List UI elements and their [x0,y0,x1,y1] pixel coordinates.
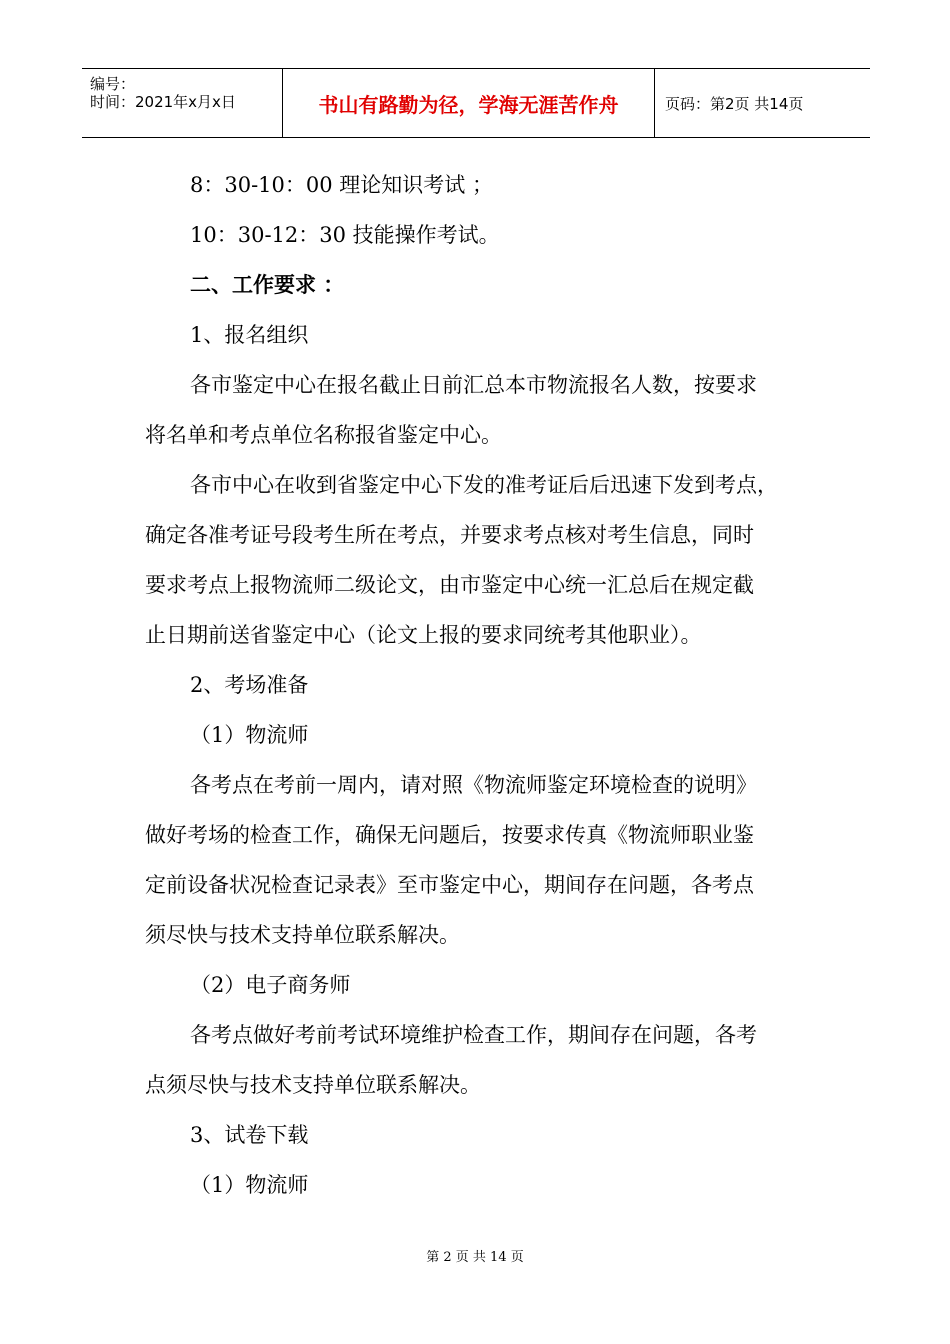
subsection-heading: 3、试卷下载 [190,1123,309,1147]
header-meta-cell [82,69,283,137]
paragraph-line: 各考点在考前一周内，请对照《物流师鉴定环境检查的说明》 [190,773,757,797]
section-heading: 二、工作要求 ： [190,273,345,297]
item-heading: （1）物流师 [190,723,309,747]
subsection-heading: 1、报名组织 [190,323,309,347]
paragraph-line: 须尽快与技术支持单位联系解决。 [145,923,460,947]
paragraph-line: 要求考点上报物流师二级论文，由市鉴定中心统一汇总后在规定截 [145,573,754,597]
paragraph-line: 点须尽快与技术支持单位联系解决。 [145,1073,481,1097]
paragraph-line: 各考点做好考前考试环境维护检查工作，期间存在问题，各考 [190,1023,757,1047]
paragraph-line: 定前设备状况检查记录表》至市鉴定中心，期间存在问题，各考点 [145,873,754,897]
paragraph-line: 各市中心在收到省鉴定中心下发的准考证后后迅速下发到考点， [190,473,778,497]
paragraph-line: 将名单和考点单位名称报省鉴定中心。 [145,423,502,447]
item-heading: （1）物流师 [190,1173,309,1197]
time-label: 时间：2021年x月x日 [90,93,236,111]
number-label: 编号： [90,75,136,93]
item-heading: （2）电子商务师 [190,973,351,997]
paragraph-line: 各市鉴定中心在报名截止日前汇总本市物流报名人数，按要求 [190,373,757,397]
header-motto: 书山有路勤为径，学海无涯苦作舟 [283,69,655,137]
paragraph-line: 做好考场的检查工作，确保无问题后，按要求传真《物流师职业鉴 [145,823,754,847]
schedule-line: 8：30-10：00 理论知识考试 ； [190,173,493,197]
subsection-heading: 2、考场准备 [190,673,309,697]
document-header [82,68,870,138]
page-footer: 第 2 页 共 14 页 [426,1250,524,1265]
schedule-line: 10：30-12：30 技能操作考试。 [190,223,500,247]
paragraph-line: 确定各准考证号段考生所在考点，并要求考点核对考生信息，同时 [145,523,754,547]
header-page-info: 页码：第2页 共14页 [665,94,804,113]
paragraph-line: 止日期前送省鉴定中心（论文上报的要求同统考其他职业）。 [145,623,702,647]
